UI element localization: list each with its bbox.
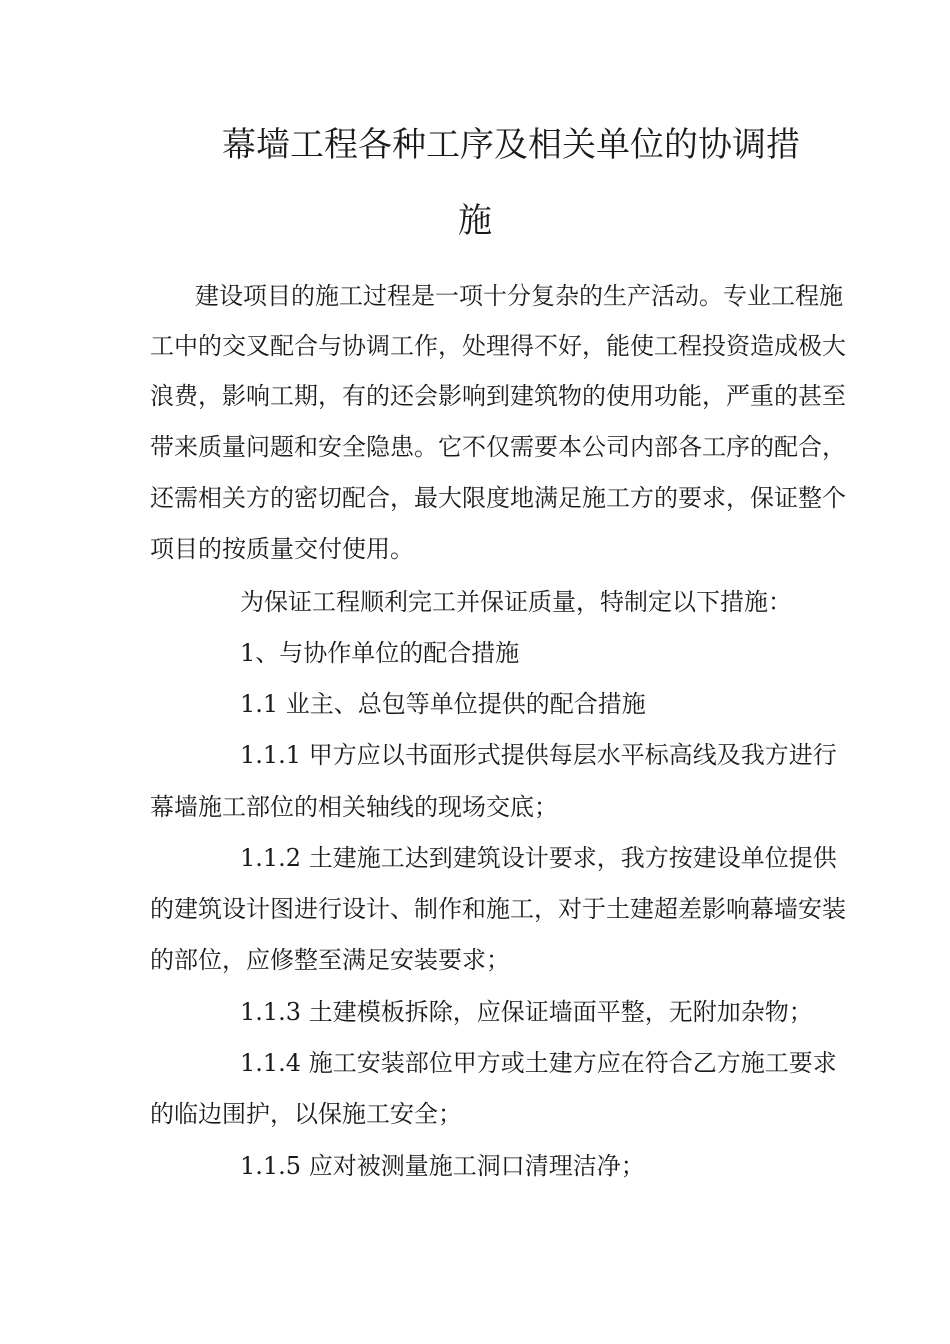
paragraph-line: 建设项目的施工过程是一项十分复杂的生产活动。专业工程施 — [195, 282, 843, 310]
section-heading: 1、与协作单位的配合措施 — [240, 639, 520, 667]
list-item-line: 的临边围护，以保施工安全； — [150, 1100, 462, 1128]
paragraph-line: 工中的交叉配合与协调工作，处理得不好，能使工程投资造成极大 — [150, 332, 846, 360]
document-title-line-2: 施 — [458, 201, 492, 241]
paragraph-line: 项目的按质量交付使用。 — [150, 535, 414, 563]
list-item-line: 1.1.2 土建施工达到建筑设计要求，我方按建设单位提供 — [240, 844, 837, 872]
list-item-line: 的建筑设计图进行设计、制作和施工，对于土建超差影响幕墙安装 — [150, 895, 846, 923]
list-item-line: 1.1.1 甲方应以书面形式提供每层水平标高线及我方进行 — [240, 741, 837, 769]
paragraph-line: 还需相关方的密切配合，最大限度地满足施工方的要求，保证整个 — [150, 484, 846, 512]
list-item-line: 幕墙施工部位的相关轴线的现场交底； — [150, 793, 558, 821]
list-item-line: 的部位，应修整至满足安装要求； — [150, 946, 510, 974]
paragraph-line: 为保证工程顺利完工并保证质量，特制定以下措施： — [240, 588, 792, 616]
subsection-heading: 1.1 业主、总包等单位提供的配合措施 — [240, 690, 646, 718]
list-item-line: 1.1.3 土建模板拆除，应保证墙面平整，无附加杂物； — [240, 998, 813, 1026]
list-item-line: 1.1.5 应对被测量施工洞口清理洁净； — [240, 1152, 645, 1180]
paragraph-line: 带来质量问题和安全隐患。它不仅需要本公司内部各工序的配合， — [150, 433, 846, 461]
list-item-line: 1.1.4 施工安装部位甲方或土建方应在符合乙方施工要求 — [240, 1049, 837, 1077]
document-title-line-1: 幕墙工程各种工序及相关单位的协调措 — [222, 125, 800, 165]
paragraph-line: 浪费，影响工期，有的还会影响到建筑物的使用功能，严重的甚至 — [150, 382, 846, 410]
